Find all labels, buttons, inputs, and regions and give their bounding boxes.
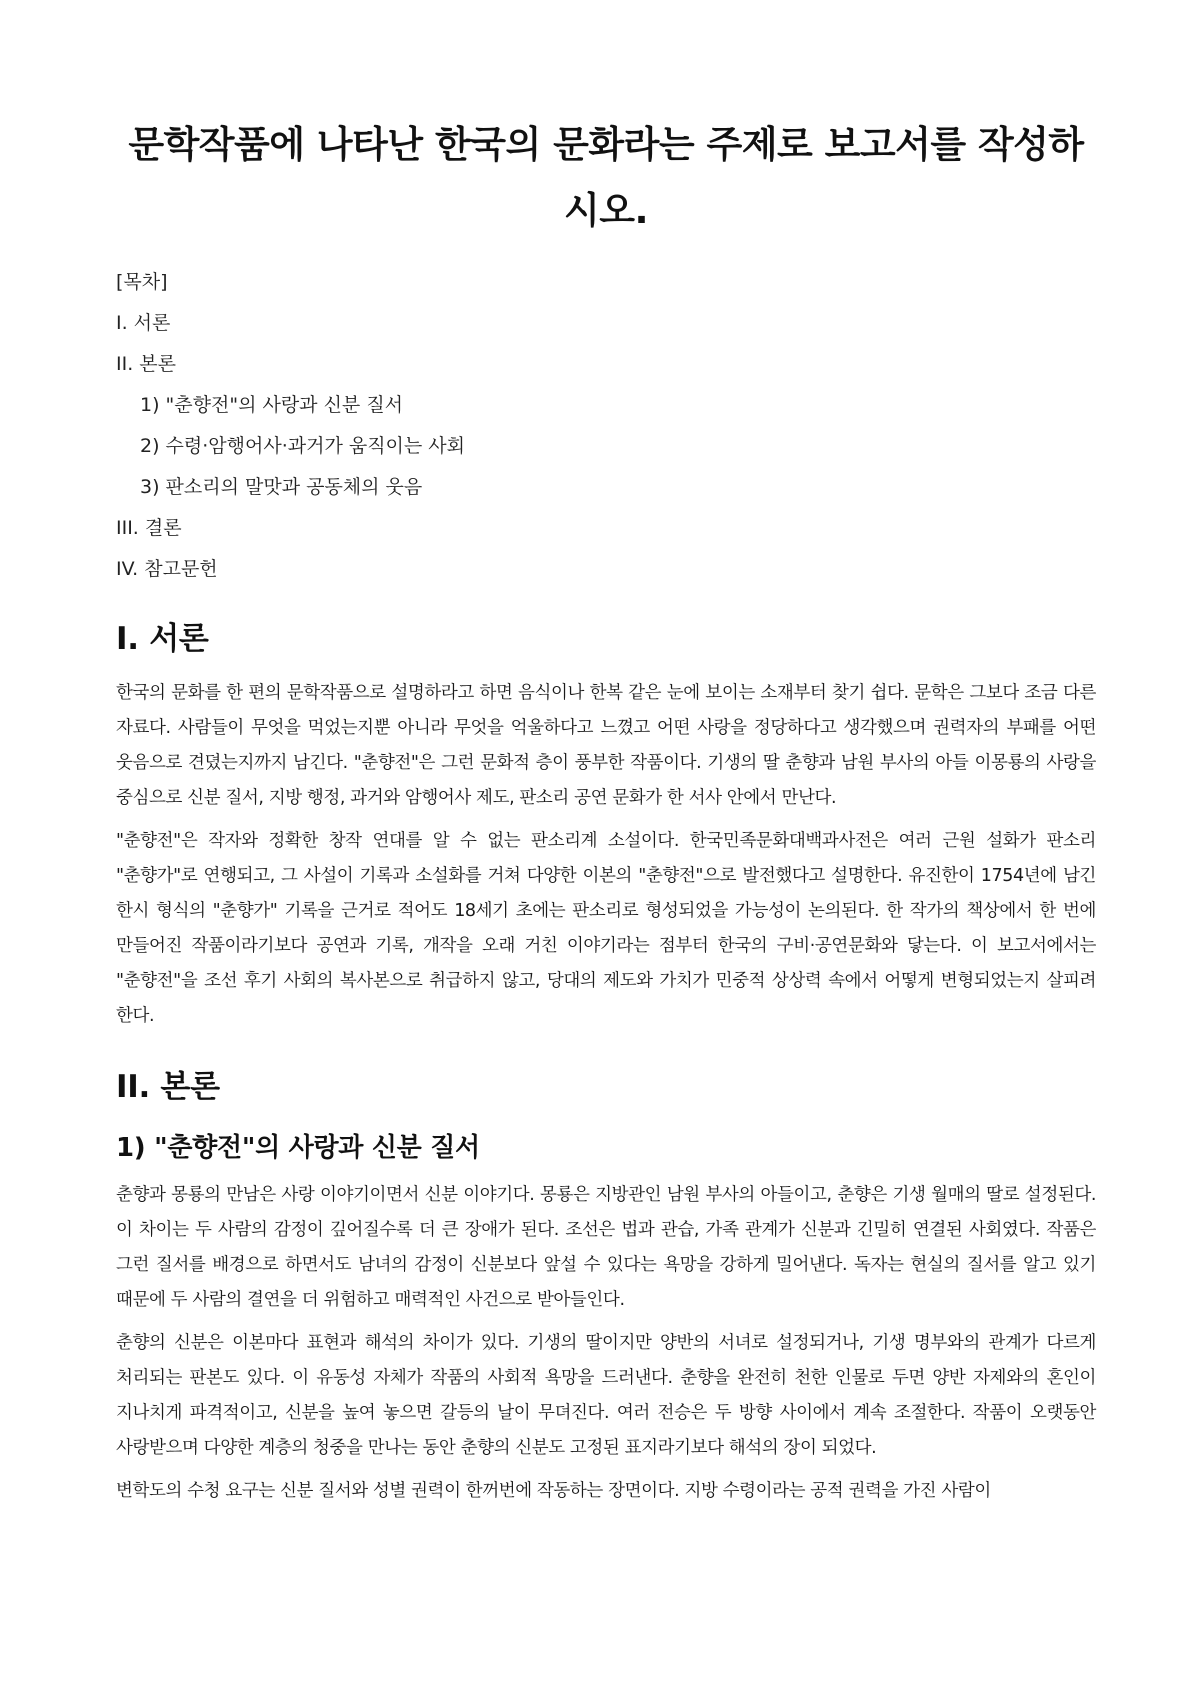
table-of-contents [116,262,1096,590]
toc-item-references: IV. 참고문헌 [116,558,218,580]
section-heading-introduction: I. 서론 [116,621,209,657]
toc-item-conclusion: III. 결론 [116,517,182,539]
section-body [116,1064,1096,1509]
body-paragraph: 변학도의 수청 요구는 신분 질서와 성별 권력이 한꺼번에 작동하는 장면이다. 지방 수령이라는 공적 권력을 가진 사람이 [116,1481,991,1501]
toc-heading: [목차] [116,271,168,293]
subsection-heading-love-and-status: 1) "춘향전"의 사랑과 신분 질서 [116,1133,480,1163]
toc-item-intro: I. 서론 [116,312,171,334]
body-paragraph: 춘향과 몽룡의 만남은 사랑 이야기이면서 신분 이야기다. 몽룡은 지방관인 남원 부사의 아들이고, 춘향은 기생 월매의 딸로 설정된다. 이 차이는 두 사람의 감정이 깊어질수록 더 큰 장애가 된다. 조선은 법과 관습, 가족 관계가 신분과 긴밀히 연결된 사회였다. 작품은 그런 질서를 배경으로 하면서도 남녀의 감정이 신분보다 앞설 수 있다는 욕망을 강하게 밀어낸다. 독자는 현실의 질서를 알고 있기 때문에 두 사람의 결연을 더 위험하고 매력적인 사건으로 받아들인다. [116,1185,1096,1310]
section-introduction [116,616,1096,1034]
toc-item-body: II. 본론 [116,353,176,375]
section-heading-body: II. 본론 [116,1069,220,1105]
intro-paragraph: 한국의 문화를 한 편의 문학작품으로 설명하라고 하면 음식이나 한복 같은 눈에 보이는 소재부터 찾기 쉽다. 문학은 그보다 조금 다른 자료다. 사람들이 무엇을 먹었는지뿐 아니라 무엇을 억울하다고 느꼈고 어떤 사랑을 정당하다고 생각했으며 권력자의 부패를 어떤 웃음으로 견뎠는지까지 남긴다. "춘향전"은 그런 문화적 층이 풍부한 작품이다. 기생의 딸 춘향과 남원 부사의 아들 이몽룡의 사랑을 중심으로 신분 질서, 지방 행정, 과거와 암행어사 제도, 판소리 공연 문화가 한 서사 안에서 만난다. [116,683,1096,808]
toc-item-body-3: 3) 판소리의 말맛과 공동체의 웃음 [140,476,423,498]
body-paragraph: 춘향의 신분은 이본마다 표현과 해석의 차이가 있다. 기생의 딸이지만 양반의 서녀로 설정되거나, 기생 명부와의 관계가 다르게 처리되는 판본도 있다. 이 유동성 자체가 작품의 사회적 욕망을 드러낸다. 춘향을 완전히 천한 인물로 두면 양반 자제와의 혼인이 지나치게 파격적이고, 신분을 높여 놓으면 갈등의 날이 무뎌진다. 여러 전승은 두 방향 사이에서 계속 조절한다. 작품이 오랫동안 사랑받으며 다양한 계층의 청중을 만나는 동안 춘향의 신분도 고정된 표지라기보다 해석의 장이 되었다. [116,1333,1097,1458]
toc-item-body-1: 1) "춘향전"의 사랑과 신분 질서 [140,394,404,416]
toc-item-body-2: 2) 수령·암행어사·과거가 움직이는 사회 [140,435,466,457]
document-title: 문학작품에 나타난 한국의 문화라는 주제로 보고서를 작성하시오. [128,123,1084,232]
intro-paragraph: "춘향전"은 작자와 정확한 창작 연대를 알 수 없는 판소리계 소설이다. 한국민족문화대백과사전은 여러 근원 설화가 판소리 "춘향가"로 연행되고, 그 사설이 기록과 소설화를 거쳐 다양한 이본의 "춘향전"으로 발전했다고 설명한다. 유진한이 1754년에 남긴 한시 형식의 "춘향가" 기록을 근거로 적어도 18세기 초에는 판소리로 형성되었을 가능성이 논의된다. 한 작가의 책상에서 한 번에 만들어진 작품이라기보다 공연과 기록, 개작을 오래 거친 이야기라는 점부터 한국의 구비·공연문화와 닿는다. 이 보고서에서는 "춘향전"을 조선 후기 사회의 복사본으로 취급하지 않고, 당대의 제도와 가치가 민중적 상상력 속에서 어떻게 변형되었는지 살피려 한다. [116,831,1096,1026]
